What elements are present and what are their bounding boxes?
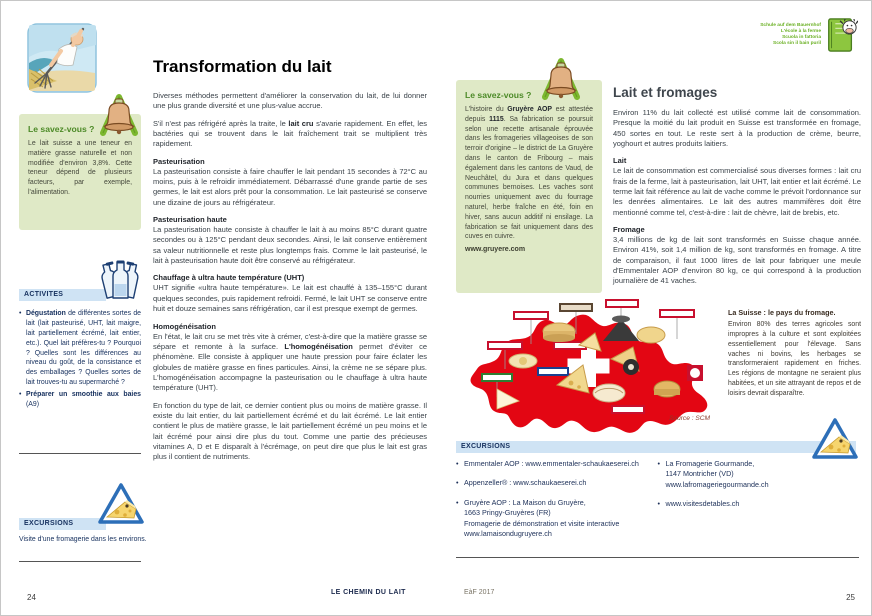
excursions-column-2 bbox=[658, 459, 860, 549]
excursion-line: www.lafromageriegourmande.ch bbox=[665, 479, 769, 489]
cowbell-icon bbox=[537, 55, 585, 101]
cowbell-icon-svg bbox=[95, 91, 143, 137]
excursion-line: www.lamaisondugruyere.ch bbox=[464, 529, 552, 539]
gruyere-mid: est attestée depuis bbox=[465, 106, 593, 123]
article-body-right bbox=[613, 85, 861, 294]
page-title: Transformation du lait bbox=[153, 57, 332, 76]
excursions-column-1 bbox=[456, 459, 658, 549]
excursions-header-right bbox=[456, 441, 856, 453]
did-you-know-title-right: Le savez-vous ? bbox=[465, 90, 532, 100]
sidebar-divider bbox=[19, 561, 141, 562]
excursions-title-left: EXCURSIONS bbox=[24, 520, 74, 527]
gruyere-post: . Sa fabrication se poursuit selon une recette artisanale éprouvée dans les fromageries villageoises de son terroir d'origine – le district de La Gruyère dans le canton de Fribourg – mais également dans les cantons de Vaud, de Neuchâtel, du Jura et dans quelques communes bernoises. Les vaches sont nourries uniquement avec du fourrage naturel, herbe fraîche en été, foin en hiver, sans aucun additif ni ensilage. La fabrication se fait uniquement dans des cuves en cuivre. bbox=[465, 115, 593, 241]
activity-text: de différentes sortes de lait (lait pasteurisé, UHT, lait maigre, lait partiellement écrémé, lait entier, etc.). Quel lait préfères-tu ? Pourquoi ? Quelles sont les différences au niveau du goût, de la consistance et des emballages ? Quelles sortes de lait trouves-tu au supermarché ? bbox=[26, 310, 141, 387]
excursions-title-right: EXCURSIONS bbox=[461, 443, 511, 450]
gruyere-pre: L'histoire du bbox=[465, 106, 508, 113]
logo-line-rm: Scola sin il bain puril bbox=[773, 41, 821, 47]
activities-header bbox=[19, 289, 106, 301]
hay-raking-illustration-svg bbox=[27, 23, 97, 93]
intro-paragraph-1: Diverses méthodes permettent d'améliorer la conservation du lait, de lui donner une plus grande diversité et une plus-value accrue. bbox=[153, 91, 427, 111]
milk-bottles-icon bbox=[95, 251, 145, 301]
did-you-know-box-right bbox=[456, 80, 602, 293]
page-number-right: 25 bbox=[846, 593, 855, 602]
map-source-credit: Source : SCM bbox=[669, 415, 711, 422]
gruyere-bold: Gruyère AOP bbox=[507, 106, 553, 113]
article-body-left bbox=[153, 91, 427, 470]
cheese-triangle-icon bbox=[97, 482, 145, 526]
lait-fromages-intro: Environ 11% du lait collecté est utilisé comme lait de consommation. Presque la moitié du lait produit en Suisse est transformée en fromage, 450 sortes en tout. Le reste sert à la production de crème, beurre, yoghourt et autres produits laitiers. bbox=[613, 108, 861, 149]
excursion-item bbox=[456, 498, 658, 540]
page-divider bbox=[456, 557, 859, 558]
gruyere-url: www.gruyere.com bbox=[465, 246, 526, 254]
farm-school-logo-text bbox=[741, 23, 821, 48]
cowbell-icon-svg bbox=[537, 55, 585, 101]
hay-raking-illustration bbox=[27, 23, 97, 93]
body-fromage: 3,4 millions de kg de lait sont transformés en Suisse chaque année. Environ 41%, soit 1,4 million de kg, sont transformés en fromage. A titre de comparaison, il faut 1000 litres de lait pour fabriquer une meule d'Emmentaler AOP d'environ 80 kg, ce qui correspond à la production journalière de 41 vaches. bbox=[613, 235, 861, 286]
excursions-list bbox=[456, 459, 859, 549]
excursions-header-left bbox=[19, 518, 106, 530]
closing-paragraph: En fonction du type de lait, ce dernier contient plus ou moins de matière grasse. Il existe du lait entier, du lait partiellement écrémé et du lait écrémé. Le lait entier contient le plus de matière grasse, le lait partiellement écrémé un peu moins et le lait écrémé pour ainsi dire plus du tout. Comme une partie des précieuses vitamines A, D et E disparaît à l'écrémage, on peut dire que plus le lait est gras plus il contient de nutriments. bbox=[153, 400, 427, 462]
section-body-uht: UHT signifie «ultra haute température». Le lait est chauffé à 135–155°C durant quelques secondes, puis rapidement refroidi. Fermé, le lait UHT se conserve entre huit et douze semaines sans réfrigération, car il est presque exempt de germes. bbox=[153, 283, 427, 314]
excursion-line: Fromagerie de démonstration et visite interactive bbox=[464, 518, 620, 528]
section-title-lait-et-fromages: Lait et fromages bbox=[613, 85, 718, 100]
body-lait: Le lait de consommation est commercialisé sous diverses formes : lait cru frais de la ferme, lait à pasteurisation, lait UHT, lait entier et lait écrémé. Le terme lait fait référence au lait de vache comme le prévoit l'ordonnance sur les denrées alimentaires. Le lait des autres mammifères doit être mentionné comme tel, c'est-à-dire : lait de chèvre, lait de brebis, etc. bbox=[613, 166, 861, 217]
excursion-line: • La Fromagerie Gourmande, bbox=[665, 459, 755, 468]
section-heading-uht: Chauffage à ultra haute température (UHT) bbox=[153, 273, 305, 283]
cowbell-icon bbox=[95, 91, 143, 137]
farm-school-book-icon bbox=[824, 15, 858, 55]
cheese-triangle-icon-svg bbox=[811, 417, 859, 461]
logo-line-fr: L'école à la ferme bbox=[780, 28, 821, 34]
homog-bold: L'homogénéisation bbox=[284, 341, 353, 351]
heading-lait: Lait bbox=[613, 156, 627, 166]
did-you-know-text-left: Le lait suisse a une teneur en matière grasse naturelle et non modifiée d'environ 3,8%. Cette teneur dépend de plusieurs facteurs, par exemple, l'alimentation. bbox=[28, 140, 132, 196]
excursion-item bbox=[456, 478, 658, 488]
cheese-country-text: Environ 80% des terres agricoles sont impropres à la culture et sont exploitées essentiellement pour l'élevage. Sans vaches ni bovins, les herbages se transformeraient rapidement en friches. Les régions de montagne ne seraient plus habitées, et un site attrayant de repos et de loisirs devrait disparaître. bbox=[728, 321, 861, 397]
activity-lead: Préparer un smoothie aux baies bbox=[26, 391, 141, 398]
cheese-triangle-icon bbox=[811, 417, 859, 461]
section-heading-homogeneisation: Homogénéisation bbox=[153, 321, 216, 331]
excursion-item bbox=[658, 459, 860, 490]
activities-list bbox=[19, 309, 141, 412]
intro-p2-pre: S'il n'est pas réfrigéré après la traite, le bbox=[153, 118, 289, 128]
cheese-triangle-icon-svg bbox=[97, 482, 145, 526]
footer-booklet-title: LE CHEMIN DU LAIT bbox=[331, 589, 406, 596]
logo-line-it: Scuola in fattoria bbox=[782, 35, 821, 40]
cheese-country-note bbox=[728, 308, 861, 399]
activities-title: ACTIVITES bbox=[24, 291, 64, 298]
excursion-text-left: Visite d'une fromagerie dans les environs. bbox=[19, 536, 147, 543]
activity-text: (A9) bbox=[26, 400, 40, 408]
section-body-pasteurisation: La pasteurisation consiste à faire chauffer le lait pendant 15 secondes à 72°C au moins, puis à le refroidir immédiatement. Débarrassé d'une grande partie de ses germes, le lait est alors prêt pour la consommation. Le lait pasteurisé se conserve une dizaine de jours au réfrigérateur. bbox=[153, 166, 427, 207]
activity-item bbox=[19, 390, 141, 410]
excursion-line: • www.visitesdetables.ch bbox=[665, 499, 740, 509]
gruyere-year-bold: 1115 bbox=[489, 115, 504, 123]
intro-p2-post: s'avarie rapidement. En effet, les bactéries qui se trouvent dans le lait fraîchement trait se multiplient très rapidement. bbox=[153, 118, 427, 149]
excursion-line: 1663 Pringy-Gruyères (FR) bbox=[464, 508, 551, 518]
excursion-line: • Gruyère AOP : La Maison du Gruyère, bbox=[464, 497, 586, 507]
excursion-item bbox=[658, 499, 860, 509]
excursion-line: 1147 Montricher (VD) bbox=[665, 469, 734, 479]
footer-edition: EàF 2017 bbox=[464, 589, 495, 596]
farm-school-logo bbox=[741, 15, 858, 55]
section-body-pasteurisation-haute: La pasteurisation haute consiste à chauffer le lait à au moins 85°C durant quatre secondes ou à 125°C pendant deux secondes. Ainsi, le lait conserve entièrement sa valeur nutritionnelle et reste plus longtemps frais. Comme le lait pasteurisé, le lait à pasteurisation haute doit être conservé au réfrigérateur. bbox=[153, 225, 427, 266]
heading-fromage: Fromage bbox=[613, 225, 645, 235]
sidebar-divider bbox=[19, 453, 141, 454]
page-number-left: 24 bbox=[27, 593, 36, 602]
excursion-line: • Appenzeller® : www.schaukaeserei.ch bbox=[464, 478, 587, 488]
excursion-line: • Emmentaler AOP : www.emmentaler-schaukaeserei.ch bbox=[464, 459, 639, 468]
intro-p2-bold: lait cru bbox=[288, 118, 314, 128]
section-body-homogeneisation bbox=[153, 332, 427, 394]
milk-bottles-icon-svg bbox=[95, 251, 145, 301]
section-heading-pasteurisation-haute: Pasteurisation haute bbox=[153, 215, 227, 225]
did-you-know-text-right bbox=[465, 105, 593, 242]
homog-pre: En l'état, le lait cru se met très vite à crémer, c'est-à-dire que la matière grasse se sépare et remonte à la surface. bbox=[153, 331, 427, 351]
logo-line-de: Schule auf dem Bauernhof bbox=[760, 22, 821, 28]
section-heading-pasteurisation: Pasteurisation bbox=[153, 156, 205, 166]
did-you-know-title-left: Le savez-vous ? bbox=[28, 124, 95, 134]
activity-item bbox=[19, 309, 141, 388]
homog-post: permet d'éviter ce phénomène. Elle consiste à appliquer une haute pression pour faire éclater les globules de matière grasse en fines particules. Ainsi, la crème ne se sépare plus. L'homogénéisation accompagne la pasteurisation ou le chauffage à ultra haute température (UHT). bbox=[153, 341, 427, 393]
activity-lead: Dégustation bbox=[26, 310, 66, 317]
cheese-country-heading: La Suisse : le pays du fromage. bbox=[728, 308, 836, 317]
intro-paragraph-2 bbox=[153, 119, 427, 150]
excursion-item bbox=[456, 459, 658, 469]
